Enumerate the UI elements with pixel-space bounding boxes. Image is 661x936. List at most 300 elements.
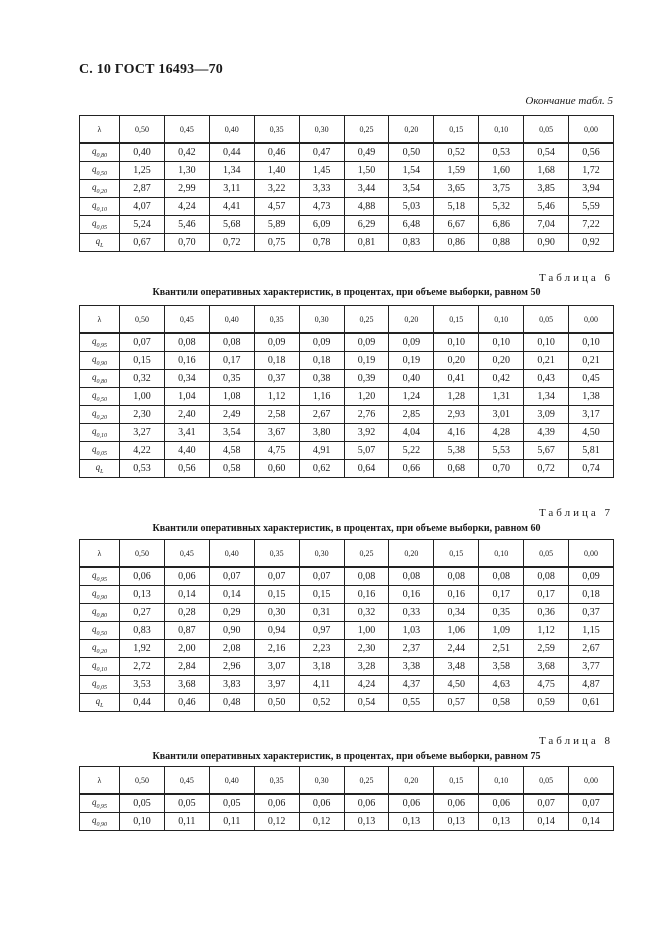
lambda-value: 0,10 xyxy=(479,116,524,144)
table-cell: 0,10 xyxy=(479,333,524,352)
table-cell: 0,09 xyxy=(389,333,434,352)
table-cell: 0,64 xyxy=(344,460,389,478)
table-cell: 0,16 xyxy=(164,352,209,370)
table-cell: 0,07 xyxy=(209,567,254,586)
table-cell: 3,94 xyxy=(569,180,614,198)
lambda-value: 0,15 xyxy=(434,306,479,334)
table-cell: 2,44 xyxy=(434,640,479,658)
table-cell: 3,17 xyxy=(569,406,614,424)
table-cell: 0,54 xyxy=(524,143,569,162)
table-cell: 4,88 xyxy=(344,198,389,216)
table-cell: 2,93 xyxy=(434,406,479,424)
table-cell: 5,59 xyxy=(569,198,614,216)
lambda-value: 0,20 xyxy=(389,540,434,568)
table-cell: 0,66 xyxy=(389,460,434,478)
table-cell: 0,11 xyxy=(209,813,254,831)
table-6-number: Таблица 6 xyxy=(538,272,613,284)
table-cell: 2,84 xyxy=(164,658,209,676)
table-cell: 0,14 xyxy=(164,586,209,604)
lambda-value: 0,05 xyxy=(524,540,569,568)
table-cell: 0,60 xyxy=(254,460,299,478)
table-cell: 0,06 xyxy=(164,567,209,586)
table-cell: 5,24 xyxy=(120,216,165,234)
lambda-value: 0,25 xyxy=(344,116,389,144)
table-cell: 0,18 xyxy=(299,352,344,370)
quantile-label: $q_{0,05}$ xyxy=(80,676,120,694)
table-cell: 3,92 xyxy=(344,424,389,442)
table-cell: 2,58 xyxy=(254,406,299,424)
table-row xyxy=(80,162,614,180)
table-row xyxy=(80,794,614,813)
table-cell: 2,96 xyxy=(209,658,254,676)
table-cell: 0,42 xyxy=(479,370,524,388)
lambda-value: 0,05 xyxy=(524,116,569,144)
table-cell: 0,06 xyxy=(434,794,479,813)
table-cell: 0,59 xyxy=(524,694,569,712)
lambda-header: λ xyxy=(80,116,120,144)
lambda-value: 0,10 xyxy=(479,540,524,568)
table-cell: 0,21 xyxy=(569,352,614,370)
table-cell: 0,35 xyxy=(209,370,254,388)
table-cell: 4,63 xyxy=(479,676,524,694)
lambda-value: 0,35 xyxy=(254,306,299,334)
table-cell: 0,18 xyxy=(254,352,299,370)
lambda-value: 0,40 xyxy=(209,116,254,144)
table-cell: 0,14 xyxy=(569,813,614,831)
table-cell: 4,28 xyxy=(479,424,524,442)
table-cell: 2,99 xyxy=(164,180,209,198)
table-cell: 0,35 xyxy=(479,604,524,622)
table-cell: 0,18 xyxy=(569,586,614,604)
table-cell: 2,87 xyxy=(120,180,165,198)
table-cell: 0,48 xyxy=(209,694,254,712)
table-row xyxy=(80,388,614,406)
table-cell: 0,97 xyxy=(299,622,344,640)
table-cell: 0,17 xyxy=(209,352,254,370)
table-cell: 1,60 xyxy=(479,162,524,180)
lambda-value: 0,00 xyxy=(569,306,614,334)
table-cell: 0,07 xyxy=(569,794,614,813)
table-cell: 0,56 xyxy=(164,460,209,478)
table-cell: 4,91 xyxy=(299,442,344,460)
table-cell: 1,20 xyxy=(344,388,389,406)
lambda-value: 0,00 xyxy=(569,540,614,568)
table-cell: 0,53 xyxy=(479,143,524,162)
table-cell: 1,25 xyxy=(120,162,165,180)
lambda-header: λ xyxy=(80,306,120,334)
table-cell: 1,04 xyxy=(164,388,209,406)
lambda-value: 0,00 xyxy=(569,767,614,795)
lambda-value: 0,15 xyxy=(434,767,479,795)
table-cell: 0,16 xyxy=(434,586,479,604)
table-cell: 6,67 xyxy=(434,216,479,234)
table-cell: 5,46 xyxy=(164,216,209,234)
table-cell: 0,36 xyxy=(524,604,569,622)
table-cell: 0,06 xyxy=(120,567,165,586)
quantile-label: $q_{0,20}$ xyxy=(80,180,120,198)
table-continuation-caption: Окончание табл. 5 xyxy=(525,95,613,107)
quantile-label: $q_{0,95}$ xyxy=(80,333,120,352)
table-row xyxy=(80,604,614,622)
table-cell: 0,06 xyxy=(389,794,434,813)
table-cell: 1,38 xyxy=(569,388,614,406)
table-cell: 3,54 xyxy=(389,180,434,198)
table-cell: 0,52 xyxy=(434,143,479,162)
table-cell: 0,19 xyxy=(344,352,389,370)
table-cell: 5,03 xyxy=(389,198,434,216)
table-cell: 1,09 xyxy=(479,622,524,640)
table-cell: 0,49 xyxy=(344,143,389,162)
page-title: С. 10 ГОСТ 16493—70 xyxy=(79,62,223,77)
table-cell: 2,76 xyxy=(344,406,389,424)
table-cell: 3,09 xyxy=(524,406,569,424)
table-cell: 1,40 xyxy=(254,162,299,180)
table-7-number: Таблица 7 xyxy=(538,507,613,519)
table-cell: 4,11 xyxy=(299,676,344,694)
table-8 xyxy=(79,766,614,831)
quantile-label: $q_{0,10}$ xyxy=(80,658,120,676)
table-cell: 0,32 xyxy=(120,370,165,388)
table-cell: 3,07 xyxy=(254,658,299,676)
table-cell: 0,70 xyxy=(479,460,524,478)
lambda-value: 0,20 xyxy=(389,306,434,334)
table-cell: 0,14 xyxy=(524,813,569,831)
quantile-label: $q_{0,80}$ xyxy=(80,604,120,622)
table-cell: 3,80 xyxy=(299,424,344,442)
table-cell: 4,39 xyxy=(524,424,569,442)
table-cell: 0,06 xyxy=(254,794,299,813)
table-cell: 5,46 xyxy=(524,198,569,216)
table-cell: 5,89 xyxy=(254,216,299,234)
table-row xyxy=(80,424,614,442)
table-cell: 5,38 xyxy=(434,442,479,460)
table-cell: 4,75 xyxy=(524,676,569,694)
table-cell: 1,34 xyxy=(524,388,569,406)
table-cell: 1,28 xyxy=(434,388,479,406)
table-cell: 0,37 xyxy=(569,604,614,622)
lambda-value: 0,30 xyxy=(299,767,344,795)
lambda-value: 0,45 xyxy=(164,116,209,144)
table-cell: 1,03 xyxy=(389,622,434,640)
lambda-value: 0,45 xyxy=(164,306,209,334)
table-cell: 0,52 xyxy=(299,694,344,712)
table-cell: 0,15 xyxy=(120,352,165,370)
header-row xyxy=(80,540,614,568)
table-cell: 0,90 xyxy=(209,622,254,640)
table-cell: 2,51 xyxy=(479,640,524,658)
table-cell: 3,54 xyxy=(209,424,254,442)
table-cell: 0,12 xyxy=(299,813,344,831)
table-cell: 1,59 xyxy=(434,162,479,180)
table-cell: 7,04 xyxy=(524,216,569,234)
table-cell: 0,08 xyxy=(479,567,524,586)
table-row xyxy=(80,352,614,370)
table-cell: 0,88 xyxy=(479,234,524,252)
table-cell: 0,08 xyxy=(164,333,209,352)
quantile-label: $q_{0,50}$ xyxy=(80,162,120,180)
table-cell: 1,06 xyxy=(434,622,479,640)
table-cell: 3,67 xyxy=(254,424,299,442)
quantile-label: $q_{0,80}$ xyxy=(80,143,120,162)
table-cell: 0,72 xyxy=(209,234,254,252)
table-cell: 2,72 xyxy=(120,658,165,676)
lambda-header: λ xyxy=(80,767,120,795)
table-cell: 0,58 xyxy=(209,460,254,478)
table-cell: 0,09 xyxy=(254,333,299,352)
table-row xyxy=(80,676,614,694)
table-cell: 6,48 xyxy=(389,216,434,234)
table-cell: 1,15 xyxy=(569,622,614,640)
table-5-end xyxy=(79,115,614,252)
table-cell: 5,81 xyxy=(569,442,614,460)
quantile-label: $q_L$ xyxy=(80,234,120,252)
table-cell: 0,94 xyxy=(254,622,299,640)
table-cell: 0,34 xyxy=(164,370,209,388)
table-cell: 4,50 xyxy=(434,676,479,694)
table-cell: 1,00 xyxy=(120,388,165,406)
table-cell: 0,86 xyxy=(434,234,479,252)
lambda-value: 0,10 xyxy=(479,306,524,334)
table-cell: 0,19 xyxy=(389,352,434,370)
table-cell: 3,44 xyxy=(344,180,389,198)
table-cell: 0,87 xyxy=(164,622,209,640)
table-row xyxy=(80,442,614,460)
lambda-value: 0,45 xyxy=(164,540,209,568)
lambda-value: 0,50 xyxy=(120,540,165,568)
header-row xyxy=(80,116,614,144)
table-cell: 0,08 xyxy=(434,567,479,586)
table-cell: 3,18 xyxy=(299,658,344,676)
table-cell: 0,50 xyxy=(254,694,299,712)
lambda-value: 0,05 xyxy=(524,767,569,795)
quantile-label: $q_L$ xyxy=(80,460,120,478)
quantile-label: $q_{0,95}$ xyxy=(80,794,120,813)
table-cell: 0,33 xyxy=(389,604,434,622)
table-cell: 1,92 xyxy=(120,640,165,658)
table-8-title: Квантили оперативных характеристик, в процентах, при объеме выборки, равном 75 xyxy=(152,751,541,762)
table-cell: 2,67 xyxy=(569,640,614,658)
table-cell: 0,13 xyxy=(479,813,524,831)
table-cell: 0,50 xyxy=(389,143,434,162)
table-cell: 0,07 xyxy=(254,567,299,586)
lambda-value: 0,50 xyxy=(120,116,165,144)
table-cell: 0,11 xyxy=(164,813,209,831)
table-cell: 2,59 xyxy=(524,640,569,658)
table-row xyxy=(80,694,614,712)
lambda-value: 0,45 xyxy=(164,767,209,795)
table-cell: 3,33 xyxy=(299,180,344,198)
table-cell: 1,50 xyxy=(344,162,389,180)
table-6-title: Квантили оперативных характеристик, в процентах, при объеме выборки, равном 50 xyxy=(152,287,541,298)
table-8-number: Таблица 8 xyxy=(538,735,613,747)
table-cell: 1,12 xyxy=(524,622,569,640)
quantile-label: $q_{0,05}$ xyxy=(80,442,120,460)
table-cell: 3,68 xyxy=(524,658,569,676)
table-cell: 3,41 xyxy=(164,424,209,442)
table-cell: 0,28 xyxy=(164,604,209,622)
table-cell: 0,54 xyxy=(344,694,389,712)
table-cell: 0,46 xyxy=(164,694,209,712)
table-cell: 0,06 xyxy=(344,794,389,813)
table-cell: 3,53 xyxy=(120,676,165,694)
table-cell: 4,24 xyxy=(164,198,209,216)
table-cell: 0,92 xyxy=(569,234,614,252)
table-cell: 4,07 xyxy=(120,198,165,216)
table-cell: 0,75 xyxy=(254,234,299,252)
table-cell: 4,04 xyxy=(389,424,434,442)
table-cell: 0,81 xyxy=(344,234,389,252)
table-cell: 0,13 xyxy=(120,586,165,604)
table-cell: 0,08 xyxy=(389,567,434,586)
table-cell: 4,37 xyxy=(389,676,434,694)
table-cell: 1,12 xyxy=(254,388,299,406)
lambda-value: 0,25 xyxy=(344,540,389,568)
table-cell: 5,07 xyxy=(344,442,389,460)
table-cell: 0,06 xyxy=(299,794,344,813)
table-cell: 0,44 xyxy=(209,143,254,162)
table-cell: 3,22 xyxy=(254,180,299,198)
lambda-value: 0,15 xyxy=(434,116,479,144)
lambda-value: 0,30 xyxy=(299,116,344,144)
table-cell: 1,68 xyxy=(524,162,569,180)
table-cell: 0,68 xyxy=(434,460,479,478)
table-cell: 0,90 xyxy=(524,234,569,252)
table-cell: 4,24 xyxy=(344,676,389,694)
table-cell: 0,61 xyxy=(569,694,614,712)
table-cell: 0,07 xyxy=(120,333,165,352)
table-cell: 0,40 xyxy=(389,370,434,388)
lambda-value: 0,40 xyxy=(209,540,254,568)
table-cell: 0,46 xyxy=(254,143,299,162)
table-cell: 2,08 xyxy=(209,640,254,658)
table-cell: 0,40 xyxy=(120,143,165,162)
lambda-value: 0,30 xyxy=(299,306,344,334)
table-cell: 1,30 xyxy=(164,162,209,180)
table-cell: 2,16 xyxy=(254,640,299,658)
table-cell: 0,20 xyxy=(434,352,479,370)
table-cell: 2,40 xyxy=(164,406,209,424)
table-cell: 0,07 xyxy=(299,567,344,586)
header-row xyxy=(80,306,614,334)
lambda-value: 0,20 xyxy=(389,116,434,144)
table-cell: 1,45 xyxy=(299,162,344,180)
table-cell: 2,67 xyxy=(299,406,344,424)
table-cell: 5,32 xyxy=(479,198,524,216)
table-cell: 4,87 xyxy=(569,676,614,694)
table-cell: 0,07 xyxy=(524,794,569,813)
table-cell: 0,08 xyxy=(209,333,254,352)
table-cell: 5,67 xyxy=(524,442,569,460)
table-cell: 0,72 xyxy=(524,460,569,478)
table-cell: 4,22 xyxy=(120,442,165,460)
table-cell: 4,73 xyxy=(299,198,344,216)
table-cell: 0,13 xyxy=(434,813,479,831)
table-row xyxy=(80,586,614,604)
table-cell: 1,34 xyxy=(209,162,254,180)
table-cell: 5,53 xyxy=(479,442,524,460)
table-cell: 3,85 xyxy=(524,180,569,198)
table-cell: 0,10 xyxy=(524,333,569,352)
table-cell: 0,10 xyxy=(120,813,165,831)
table-cell: 4,40 xyxy=(164,442,209,460)
table-cell: 3,58 xyxy=(479,658,524,676)
table-cell: 6,09 xyxy=(299,216,344,234)
table-cell: 0,10 xyxy=(569,333,614,352)
quantile-label: $q_{0,90}$ xyxy=(80,586,120,604)
table-cell: 2,00 xyxy=(164,640,209,658)
table-cell: 0,05 xyxy=(120,794,165,813)
table-cell: 0,44 xyxy=(120,694,165,712)
table-row xyxy=(80,198,614,216)
table-cell: 0,83 xyxy=(389,234,434,252)
table-row xyxy=(80,370,614,388)
table-cell: 1,54 xyxy=(389,162,434,180)
quantile-label: $q_{0,90}$ xyxy=(80,813,120,831)
table-cell: 5,18 xyxy=(434,198,479,216)
table-row xyxy=(80,622,614,640)
lambda-value: 0,00 xyxy=(569,116,614,144)
table-cell: 0,15 xyxy=(254,586,299,604)
table-cell: 0,05 xyxy=(209,794,254,813)
table-cell: 0,29 xyxy=(209,604,254,622)
table-cell: 4,50 xyxy=(569,424,614,442)
table-cell: 3,97 xyxy=(254,676,299,694)
quantile-label: $q_{0,95}$ xyxy=(80,567,120,586)
table-cell: 4,75 xyxy=(254,442,299,460)
table-cell: 3,01 xyxy=(479,406,524,424)
header-row xyxy=(80,767,614,795)
table-cell: 3,83 xyxy=(209,676,254,694)
quantile-label: $q_{0,20}$ xyxy=(80,640,120,658)
table-cell: 0,58 xyxy=(479,694,524,712)
table-row xyxy=(80,216,614,234)
table-cell: 0,34 xyxy=(434,604,479,622)
table-cell: 0,32 xyxy=(344,604,389,622)
lambda-value: 0,20 xyxy=(389,767,434,795)
table-cell: 1,16 xyxy=(299,388,344,406)
table-cell: 3,38 xyxy=(389,658,434,676)
quantile-label: $q_{0,90}$ xyxy=(80,352,120,370)
lambda-value: 0,40 xyxy=(209,767,254,795)
table-7 xyxy=(79,539,614,712)
table-cell: 1,08 xyxy=(209,388,254,406)
table-cell: 0,70 xyxy=(164,234,209,252)
quantile-label: $q_{0,20}$ xyxy=(80,406,120,424)
table-cell: 0,47 xyxy=(299,143,344,162)
table-6 xyxy=(79,305,614,478)
table-cell: 3,11 xyxy=(209,180,254,198)
table-cell: 1,00 xyxy=(344,622,389,640)
table-cell: 0,15 xyxy=(299,586,344,604)
table-row xyxy=(80,640,614,658)
table-cell: 1,31 xyxy=(479,388,524,406)
lambda-header: λ xyxy=(80,540,120,568)
lambda-value: 0,40 xyxy=(209,306,254,334)
table-cell: 3,75 xyxy=(479,180,524,198)
table-cell: 0,14 xyxy=(209,586,254,604)
lambda-value: 0,10 xyxy=(479,767,524,795)
table-cell: 5,68 xyxy=(209,216,254,234)
table-cell: 0,37 xyxy=(254,370,299,388)
table-cell: 2,37 xyxy=(389,640,434,658)
table-row xyxy=(80,406,614,424)
quantile-label: $q_{0,50}$ xyxy=(80,622,120,640)
table-row xyxy=(80,333,614,352)
table-row xyxy=(80,658,614,676)
table-cell: 0,16 xyxy=(344,586,389,604)
table-cell: 0,41 xyxy=(434,370,479,388)
table-cell: 0,13 xyxy=(344,813,389,831)
